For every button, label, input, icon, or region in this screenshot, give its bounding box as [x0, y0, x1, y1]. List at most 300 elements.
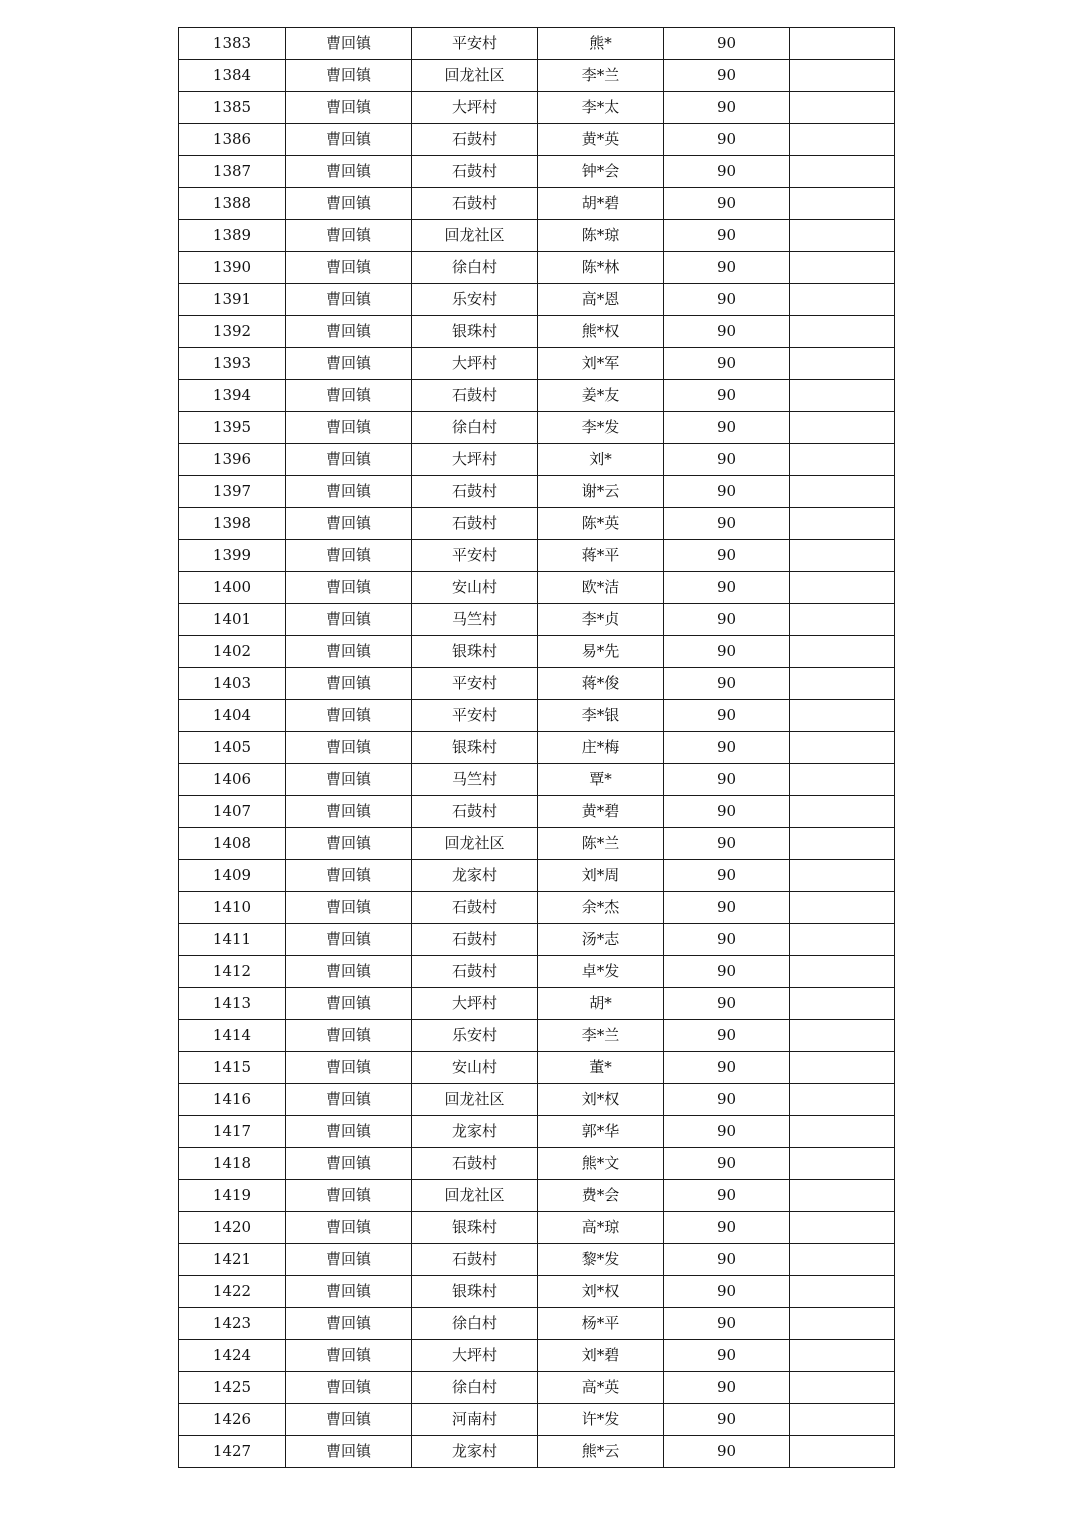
cell-amount: 90	[664, 988, 790, 1020]
cell-village: 石鼓村	[412, 924, 538, 956]
cell-village: 石鼓村	[412, 380, 538, 412]
table-row	[179, 1052, 895, 1084]
cell-village: 回龙社区	[412, 220, 538, 252]
table-row	[179, 1276, 895, 1308]
cell-note	[790, 284, 895, 316]
cell-serial-number: 1395	[179, 412, 286, 444]
table-row	[179, 92, 895, 124]
cell-note	[790, 700, 895, 732]
cell-village: 大坪村	[412, 92, 538, 124]
table-row	[179, 316, 895, 348]
cell-town: 曹回镇	[286, 668, 412, 700]
cell-note	[790, 1436, 895, 1468]
cell-amount: 90	[664, 380, 790, 412]
cell-town: 曹回镇	[286, 540, 412, 572]
cell-town: 曹回镇	[286, 380, 412, 412]
cell-town: 曹回镇	[286, 316, 412, 348]
cell-person-name: 钟*会	[538, 156, 664, 188]
cell-note	[790, 1244, 895, 1276]
cell-person-name: 刘*碧	[538, 1340, 664, 1372]
cell-amount: 90	[664, 1308, 790, 1340]
cell-serial-number: 1410	[179, 892, 286, 924]
cell-person-name: 陈*琼	[538, 220, 664, 252]
cell-serial-number: 1421	[179, 1244, 286, 1276]
cell-serial-number: 1404	[179, 700, 286, 732]
table-row	[179, 1244, 895, 1276]
cell-person-name: 覃*	[538, 764, 664, 796]
cell-village: 回龙社区	[412, 1180, 538, 1212]
table-row	[179, 604, 895, 636]
cell-person-name: 李*银	[538, 700, 664, 732]
cell-person-name: 李*兰	[538, 60, 664, 92]
cell-person-name: 杨*平	[538, 1308, 664, 1340]
cell-person-name: 刘*	[538, 444, 664, 476]
cell-town: 曹回镇	[286, 860, 412, 892]
cell-village: 银珠村	[412, 1212, 538, 1244]
cell-person-name: 陈*林	[538, 252, 664, 284]
cell-person-name: 刘*周	[538, 860, 664, 892]
cell-amount: 90	[664, 60, 790, 92]
cell-person-name: 熊*权	[538, 316, 664, 348]
cell-note	[790, 860, 895, 892]
cell-serial-number: 1416	[179, 1084, 286, 1116]
cell-village: 乐安村	[412, 1020, 538, 1052]
cell-village: 徐白村	[412, 1308, 538, 1340]
table-row	[179, 28, 895, 60]
cell-note	[790, 156, 895, 188]
cell-village: 石鼓村	[412, 188, 538, 220]
cell-village: 大坪村	[412, 988, 538, 1020]
cell-village: 回龙社区	[412, 1084, 538, 1116]
cell-serial-number: 1383	[179, 28, 286, 60]
cell-serial-number: 1389	[179, 220, 286, 252]
cell-person-name: 熊*	[538, 28, 664, 60]
cell-amount: 90	[664, 636, 790, 668]
cell-serial-number: 1386	[179, 124, 286, 156]
cell-amount: 90	[664, 892, 790, 924]
cell-person-name: 汤*志	[538, 924, 664, 956]
cell-person-name: 卓*发	[538, 956, 664, 988]
cell-village: 龙家村	[412, 860, 538, 892]
cell-note	[790, 988, 895, 1020]
cell-town: 曹回镇	[286, 892, 412, 924]
cell-town: 曹回镇	[286, 252, 412, 284]
cell-town: 曹回镇	[286, 572, 412, 604]
cell-village: 徐白村	[412, 412, 538, 444]
cell-village: 徐白村	[412, 1372, 538, 1404]
cell-note	[790, 956, 895, 988]
cell-amount: 90	[664, 1244, 790, 1276]
cell-person-name: 董*	[538, 1052, 664, 1084]
cell-amount: 90	[664, 796, 790, 828]
table-row	[179, 540, 895, 572]
cell-amount: 90	[664, 284, 790, 316]
cell-person-name: 余*杰	[538, 892, 664, 924]
cell-amount: 90	[664, 1276, 790, 1308]
cell-town: 曹回镇	[286, 1148, 412, 1180]
table-row	[179, 1436, 895, 1468]
cell-village: 徐白村	[412, 252, 538, 284]
cell-note	[790, 1148, 895, 1180]
table-row	[179, 924, 895, 956]
cell-note	[790, 892, 895, 924]
cell-note	[790, 60, 895, 92]
table-row	[179, 348, 895, 380]
cell-serial-number: 1419	[179, 1180, 286, 1212]
cell-note	[790, 732, 895, 764]
cell-note	[790, 1340, 895, 1372]
cell-serial-number: 1408	[179, 828, 286, 860]
table-row	[179, 252, 895, 284]
cell-village: 平安村	[412, 700, 538, 732]
table-row	[179, 764, 895, 796]
cell-village: 石鼓村	[412, 956, 538, 988]
cell-town: 曹回镇	[286, 1052, 412, 1084]
table-row	[179, 476, 895, 508]
table-row	[179, 636, 895, 668]
cell-amount: 90	[664, 1372, 790, 1404]
cell-serial-number: 1409	[179, 860, 286, 892]
cell-serial-number: 1412	[179, 956, 286, 988]
cell-serial-number: 1401	[179, 604, 286, 636]
cell-town: 曹回镇	[286, 1340, 412, 1372]
cell-person-name: 熊*文	[538, 1148, 664, 1180]
cell-village: 银珠村	[412, 316, 538, 348]
cell-serial-number: 1402	[179, 636, 286, 668]
cell-person-name: 费*会	[538, 1180, 664, 1212]
cell-amount: 90	[664, 444, 790, 476]
cell-note	[790, 28, 895, 60]
cell-town: 曹回镇	[286, 956, 412, 988]
cell-serial-number: 1390	[179, 252, 286, 284]
cell-amount: 90	[664, 220, 790, 252]
table-row	[179, 60, 895, 92]
cell-note	[790, 1020, 895, 1052]
cell-serial-number: 1411	[179, 924, 286, 956]
cell-town: 曹回镇	[286, 732, 412, 764]
table-row	[179, 700, 895, 732]
cell-note	[790, 92, 895, 124]
cell-village: 大坪村	[412, 444, 538, 476]
cell-town: 曹回镇	[286, 284, 412, 316]
cell-note	[790, 348, 895, 380]
cell-village: 石鼓村	[412, 1244, 538, 1276]
cell-note	[790, 1372, 895, 1404]
cell-town: 曹回镇	[286, 348, 412, 380]
table-row	[179, 1404, 895, 1436]
cell-amount: 90	[664, 1116, 790, 1148]
cell-village: 平安村	[412, 540, 538, 572]
table-row	[179, 124, 895, 156]
cell-serial-number: 1413	[179, 988, 286, 1020]
cell-serial-number: 1384	[179, 60, 286, 92]
cell-village: 大坪村	[412, 1340, 538, 1372]
cell-note	[790, 764, 895, 796]
cell-note	[790, 1052, 895, 1084]
table-row	[179, 156, 895, 188]
table-row	[179, 732, 895, 764]
cell-town: 曹回镇	[286, 924, 412, 956]
cell-note	[790, 1404, 895, 1436]
cell-village: 回龙社区	[412, 828, 538, 860]
cell-village: 银珠村	[412, 636, 538, 668]
cell-person-name: 胡*碧	[538, 188, 664, 220]
table-row	[179, 284, 895, 316]
cell-person-name: 蒋*俊	[538, 668, 664, 700]
cell-person-name: 蒋*平	[538, 540, 664, 572]
cell-amount: 90	[664, 1436, 790, 1468]
cell-note	[790, 1116, 895, 1148]
table-row	[179, 1180, 895, 1212]
cell-town: 曹回镇	[286, 220, 412, 252]
cell-town: 曹回镇	[286, 60, 412, 92]
cell-amount: 90	[664, 92, 790, 124]
cell-serial-number: 1423	[179, 1308, 286, 1340]
cell-town: 曹回镇	[286, 828, 412, 860]
cell-serial-number: 1415	[179, 1052, 286, 1084]
cell-amount: 90	[664, 508, 790, 540]
cell-note	[790, 220, 895, 252]
cell-note	[790, 1180, 895, 1212]
cell-town: 曹回镇	[286, 1020, 412, 1052]
cell-village: 龙家村	[412, 1116, 538, 1148]
cell-town: 曹回镇	[286, 636, 412, 668]
cell-serial-number: 1385	[179, 92, 286, 124]
cell-serial-number: 1396	[179, 444, 286, 476]
roster-sheet	[178, 27, 894, 1468]
cell-amount: 90	[664, 1020, 790, 1052]
cell-town: 曹回镇	[286, 156, 412, 188]
cell-amount: 90	[664, 1052, 790, 1084]
cell-note	[790, 412, 895, 444]
cell-note	[790, 188, 895, 220]
cell-amount: 90	[664, 924, 790, 956]
cell-amount: 90	[664, 28, 790, 60]
cell-note	[790, 380, 895, 412]
cell-amount: 90	[664, 860, 790, 892]
table-row	[179, 412, 895, 444]
table-row	[179, 572, 895, 604]
table-row	[179, 1020, 895, 1052]
table-row	[179, 380, 895, 412]
cell-amount: 90	[664, 828, 790, 860]
cell-village: 安山村	[412, 1052, 538, 1084]
cell-note	[790, 604, 895, 636]
cell-town: 曹回镇	[286, 700, 412, 732]
cell-village: 石鼓村	[412, 124, 538, 156]
cell-amount: 90	[664, 956, 790, 988]
cell-person-name: 黎*发	[538, 1244, 664, 1276]
cell-village: 平安村	[412, 28, 538, 60]
cell-amount: 90	[664, 1084, 790, 1116]
cell-town: 曹回镇	[286, 476, 412, 508]
cell-person-name: 胡*	[538, 988, 664, 1020]
cell-town: 曹回镇	[286, 412, 412, 444]
cell-village: 平安村	[412, 668, 538, 700]
cell-town: 曹回镇	[286, 1308, 412, 1340]
cell-amount: 90	[664, 188, 790, 220]
cell-amount: 90	[664, 1148, 790, 1180]
cell-note	[790, 1084, 895, 1116]
table-row	[179, 892, 895, 924]
cell-person-name: 李*贞	[538, 604, 664, 636]
table-row	[179, 988, 895, 1020]
cell-note	[790, 796, 895, 828]
table-row	[179, 1308, 895, 1340]
cell-person-name: 许*发	[538, 1404, 664, 1436]
cell-person-name: 高*英	[538, 1372, 664, 1404]
cell-amount: 90	[664, 156, 790, 188]
cell-serial-number: 1391	[179, 284, 286, 316]
cell-person-name: 庄*梅	[538, 732, 664, 764]
cell-amount: 90	[664, 124, 790, 156]
table-row	[179, 796, 895, 828]
table-row	[179, 860, 895, 892]
cell-village: 石鼓村	[412, 156, 538, 188]
cell-amount: 90	[664, 476, 790, 508]
cell-person-name: 刘*权	[538, 1084, 664, 1116]
cell-note	[790, 316, 895, 348]
cell-person-name: 姜*友	[538, 380, 664, 412]
cell-town: 曹回镇	[286, 1372, 412, 1404]
cell-person-name: 黄*英	[538, 124, 664, 156]
cell-town: 曹回镇	[286, 1180, 412, 1212]
cell-serial-number: 1399	[179, 540, 286, 572]
cell-note	[790, 1212, 895, 1244]
cell-amount: 90	[664, 1212, 790, 1244]
cell-serial-number: 1398	[179, 508, 286, 540]
cell-town: 曹回镇	[286, 1276, 412, 1308]
table-row	[179, 1084, 895, 1116]
cell-amount: 90	[664, 1404, 790, 1436]
roster-table	[178, 27, 895, 1468]
cell-serial-number: 1407	[179, 796, 286, 828]
cell-note	[790, 668, 895, 700]
table-row	[179, 668, 895, 700]
cell-town: 曹回镇	[286, 1212, 412, 1244]
cell-village: 马竺村	[412, 764, 538, 796]
cell-village: 安山村	[412, 572, 538, 604]
cell-serial-number: 1388	[179, 188, 286, 220]
table-row	[179, 1116, 895, 1148]
cell-town: 曹回镇	[286, 188, 412, 220]
cell-person-name: 陈*兰	[538, 828, 664, 860]
cell-town: 曹回镇	[286, 444, 412, 476]
cell-note	[790, 1276, 895, 1308]
cell-serial-number: 1393	[179, 348, 286, 380]
cell-person-name: 高*琼	[538, 1212, 664, 1244]
cell-person-name: 谢*云	[538, 476, 664, 508]
cell-serial-number: 1394	[179, 380, 286, 412]
cell-village: 银珠村	[412, 1276, 538, 1308]
cell-town: 曹回镇	[286, 988, 412, 1020]
cell-amount: 90	[664, 668, 790, 700]
cell-amount: 90	[664, 540, 790, 572]
cell-serial-number: 1406	[179, 764, 286, 796]
cell-note	[790, 476, 895, 508]
cell-note	[790, 828, 895, 860]
cell-amount: 90	[664, 764, 790, 796]
cell-serial-number: 1405	[179, 732, 286, 764]
cell-person-name: 欧*洁	[538, 572, 664, 604]
cell-amount: 90	[664, 732, 790, 764]
cell-town: 曹回镇	[286, 1436, 412, 1468]
cell-village: 石鼓村	[412, 476, 538, 508]
cell-town: 曹回镇	[286, 604, 412, 636]
roster-table-body	[179, 28, 895, 1468]
cell-amount: 90	[664, 572, 790, 604]
cell-amount: 90	[664, 1340, 790, 1372]
cell-village: 银珠村	[412, 732, 538, 764]
cell-note	[790, 540, 895, 572]
cell-note	[790, 572, 895, 604]
cell-serial-number: 1400	[179, 572, 286, 604]
cell-person-name: 熊*云	[538, 1436, 664, 1468]
cell-note	[790, 252, 895, 284]
cell-village: 乐安村	[412, 284, 538, 316]
cell-note	[790, 1308, 895, 1340]
table-row	[179, 956, 895, 988]
cell-amount: 90	[664, 252, 790, 284]
cell-person-name: 李*发	[538, 412, 664, 444]
cell-serial-number: 1387	[179, 156, 286, 188]
cell-amount: 90	[664, 348, 790, 380]
table-row	[179, 1148, 895, 1180]
cell-village: 石鼓村	[412, 1148, 538, 1180]
cell-town: 曹回镇	[286, 28, 412, 60]
cell-note	[790, 924, 895, 956]
cell-serial-number: 1417	[179, 1116, 286, 1148]
cell-town: 曹回镇	[286, 764, 412, 796]
cell-person-name: 易*先	[538, 636, 664, 668]
cell-serial-number: 1422	[179, 1276, 286, 1308]
cell-serial-number: 1392	[179, 316, 286, 348]
cell-serial-number: 1424	[179, 1340, 286, 1372]
table-row	[179, 508, 895, 540]
cell-town: 曹回镇	[286, 1404, 412, 1436]
cell-note	[790, 444, 895, 476]
table-row	[179, 1212, 895, 1244]
cell-village: 马竺村	[412, 604, 538, 636]
cell-town: 曹回镇	[286, 124, 412, 156]
cell-person-name: 李*太	[538, 92, 664, 124]
cell-serial-number: 1427	[179, 1436, 286, 1468]
cell-amount: 90	[664, 604, 790, 636]
table-row	[179, 188, 895, 220]
cell-amount: 90	[664, 316, 790, 348]
cell-village: 回龙社区	[412, 60, 538, 92]
cell-serial-number: 1418	[179, 1148, 286, 1180]
cell-town: 曹回镇	[286, 1084, 412, 1116]
cell-village: 石鼓村	[412, 796, 538, 828]
cell-serial-number: 1397	[179, 476, 286, 508]
cell-person-name: 刘*权	[538, 1276, 664, 1308]
cell-village: 龙家村	[412, 1436, 538, 1468]
cell-amount: 90	[664, 412, 790, 444]
cell-town: 曹回镇	[286, 508, 412, 540]
table-row	[179, 220, 895, 252]
table-row	[179, 1372, 895, 1404]
cell-person-name: 刘*军	[538, 348, 664, 380]
cell-person-name: 陈*英	[538, 508, 664, 540]
cell-amount: 90	[664, 700, 790, 732]
table-row	[179, 828, 895, 860]
cell-serial-number: 1414	[179, 1020, 286, 1052]
cell-serial-number: 1420	[179, 1212, 286, 1244]
cell-amount: 90	[664, 1180, 790, 1212]
cell-note	[790, 636, 895, 668]
cell-serial-number: 1425	[179, 1372, 286, 1404]
